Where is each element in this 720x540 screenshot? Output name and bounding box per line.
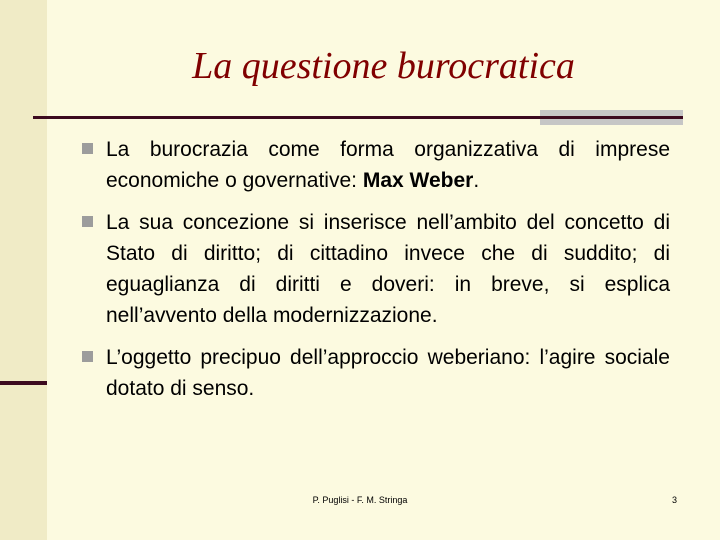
bullet-list — [82, 134, 670, 415]
bullet-item — [82, 134, 670, 196]
square-bullet-icon — [82, 351, 93, 362]
bullet-text: L’oggetto precipuo dell’approccio weberiano: l’agire sociale dotato di senso. — [106, 346, 670, 400]
bullet-bold-text: Max Weber — [362, 169, 474, 192]
left-decorative-bar — [0, 0, 47, 540]
page-number: 3 — [671, 495, 677, 505]
title-underline-accent — [540, 116, 683, 119]
bullet-text: La burocrazia come forma organizzativa di imprese economiche o governative: — [106, 138, 670, 192]
square-bullet-icon — [82, 143, 93, 154]
bullet-tail-text: . — [473, 169, 480, 192]
bullet-item — [82, 207, 670, 331]
footer-authors: P. Puglisi - F. M. Stringa — [312, 495, 408, 505]
slide-title: La questione burocratica — [192, 45, 575, 87]
bullet-item — [82, 342, 670, 404]
square-bullet-icon — [82, 216, 93, 227]
bullet-text: La sua concezione si inserisce nell’ambito del concetto di Stato di diritto; di cittadino invece che di suddito; di eguaglianza di diritti e doveri: in breve, si esplica nell’avvento della modernizzazione. — [106, 211, 670, 327]
left-accent-line — [0, 381, 47, 385]
